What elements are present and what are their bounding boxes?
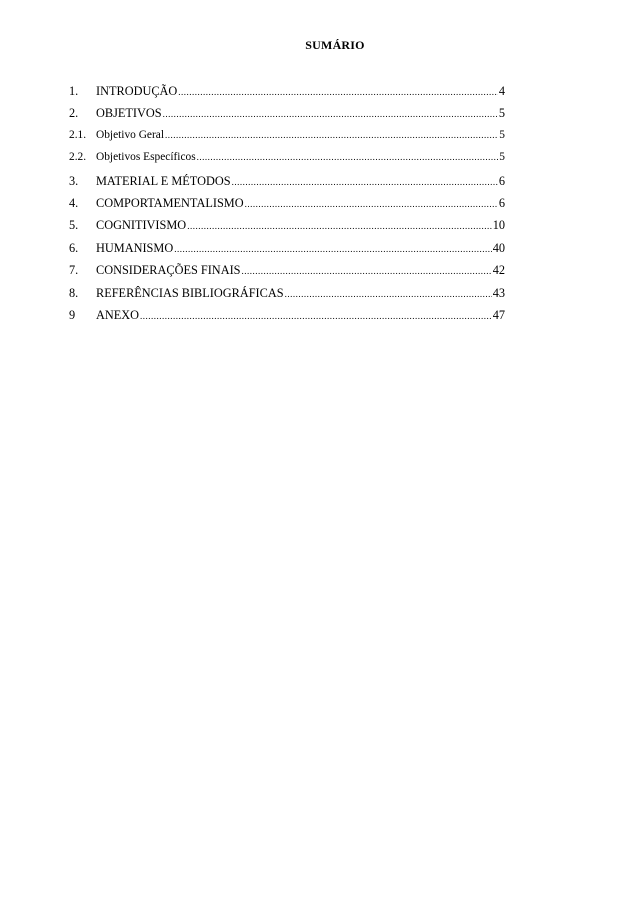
toc-entry-page: 47 — [492, 307, 505, 322]
toc-dot-leader — [187, 218, 492, 233]
toc-dot-leader — [245, 196, 498, 211]
toc-entry-cognitivismo[interactable] — [69, 218, 505, 240]
toc-entry-number: 4. — [69, 195, 79, 210]
toc-entry-page: 5 — [499, 151, 505, 164]
toc-entry-number: 7. — [69, 263, 79, 278]
toc-entry-label: MATERIAL E MÉTODOS — [96, 173, 231, 188]
toc-entry-number: 5. — [69, 218, 79, 233]
toc-entry-page: 10 — [492, 218, 505, 233]
toc-entry-referencias-bibliograficas[interactable] — [69, 286, 505, 308]
toc-dot-leader — [285, 286, 492, 301]
toc-entry-number: 1. — [69, 84, 79, 98]
toc-entry-label: REFERÊNCIAS BIBLIOGRÁFICAS — [96, 285, 284, 300]
toc-entry-objetivos[interactable] — [69, 106, 505, 128]
toc-entry-page: 4 — [498, 84, 505, 98]
toc-entry-number: 2.2. — [69, 151, 87, 164]
toc-entry-label: HUMANISMO — [96, 240, 174, 255]
toc-title: SUMÁRIO — [305, 38, 365, 52]
toc-entry-label: CONSIDERAÇÕES FINAIS — [96, 263, 241, 278]
toc-dot-leader — [174, 241, 491, 256]
toc-dot-leader — [178, 84, 498, 99]
toc-entry-introducao[interactable] — [69, 84, 505, 106]
toc-dot-leader — [140, 308, 492, 323]
toc-entry-objetivos-especificos[interactable] — [69, 151, 505, 173]
toc-entry-label: Objetivos Específicos — [96, 151, 196, 164]
toc-entry-label: Objetivo Geral — [96, 128, 165, 141]
toc-entry-label: OBJETIVOS — [96, 106, 162, 121]
toc-entry-page: 43 — [492, 285, 505, 300]
toc-entry-page: 40 — [492, 240, 505, 255]
toc-entry-number: 9 — [69, 307, 76, 322]
toc-entry-number: 8. — [69, 285, 79, 300]
toc-entry-consideracoes-finais[interactable] — [69, 263, 505, 285]
toc-entry-objetivo-geral[interactable] — [69, 129, 505, 151]
toc-entry-number: 2. — [69, 106, 79, 121]
toc-entry-label: ANEXO — [96, 307, 140, 322]
toc-dot-leader — [163, 106, 498, 121]
toc-dot-leader — [242, 263, 492, 278]
toc-entry-page: 5 — [499, 128, 505, 141]
toc-entry-page: 5 — [498, 106, 505, 121]
toc-entry-number: 2.1. — [69, 128, 87, 141]
toc-entry-number: 6. — [69, 240, 79, 255]
toc-entry-label: COGNITIVISMO — [96, 218, 187, 233]
toc-entry-page: 42 — [492, 263, 505, 278]
toc-dot-leader — [165, 129, 498, 141]
toc-entry-number: 3. — [69, 173, 79, 188]
toc-dot-leader — [232, 174, 498, 189]
table-of-contents — [69, 84, 505, 330]
toc-entry-label: COMPORTAMENTALISMO — [96, 195, 244, 210]
toc-entry-page: 6 — [498, 195, 505, 210]
toc-entry-anexo[interactable] — [69, 308, 505, 330]
toc-entry-page: 6 — [498, 173, 505, 188]
toc-entry-label: INTRODUÇÃO — [96, 84, 178, 98]
toc-entry-humanismo[interactable] — [69, 241, 505, 263]
toc-entry-comportamentalismo[interactable] — [69, 196, 505, 218]
toc-dot-leader — [197, 151, 499, 163]
toc-entry-material-e-metodos[interactable] — [69, 174, 505, 196]
